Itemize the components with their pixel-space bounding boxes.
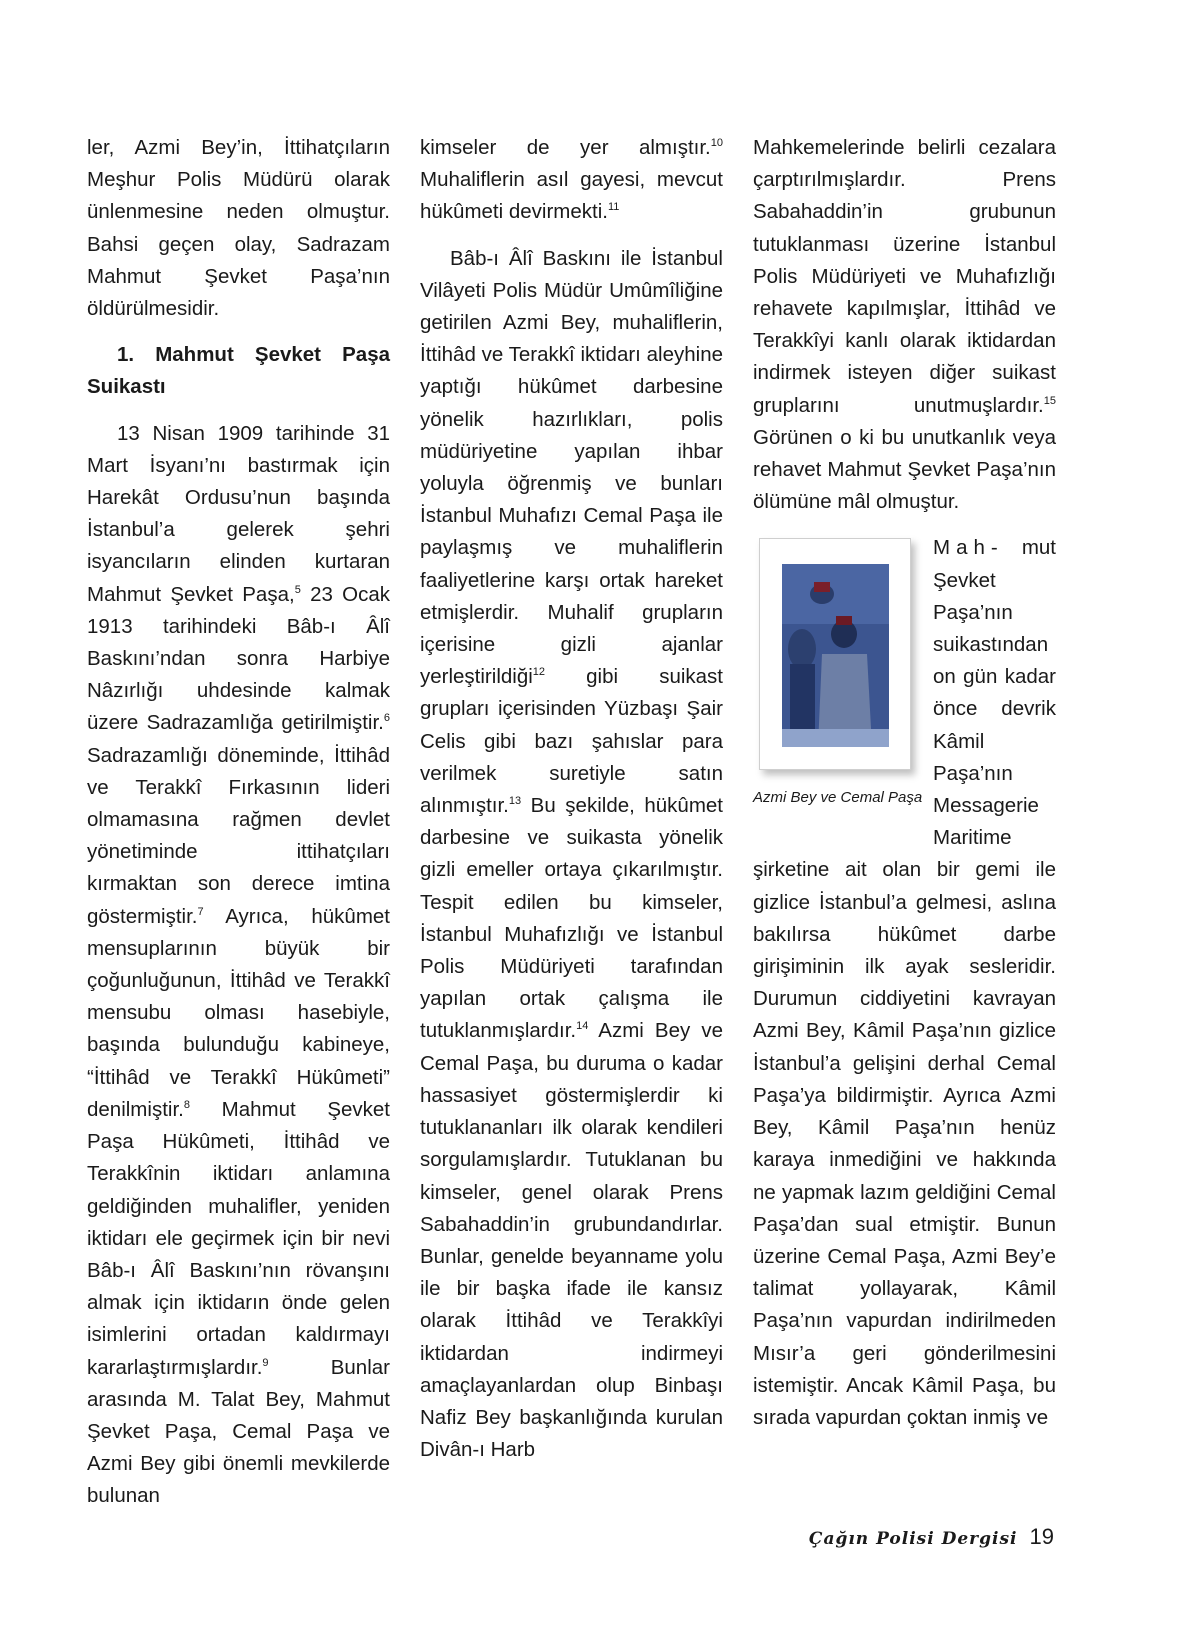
- figure: [753, 532, 925, 833]
- footnote-ref: 10: [710, 137, 723, 149]
- text: Bâb-ı Âlî Baskını ile İstanbul Vilâyeti Polis Müdür Umûmîliğine getirilen Azmi Bey, muhaliflerin, İttihâd ve Terakkî iktidarı aleyhine yaptığı hükûmet darbesine yönelik hazırlıkları, polis müdüriyetine yapılan ihbar yoluyla öğrenmiş ve bunları İstanbul Muhafızı Cemal Paşa ile paylaşmış ve muhaliflerin faaliyetlerine karşı ortak hareket etmişlerdir. Muhalif grupların içerisine gizli ajanlar yerleştirildiği: [420, 246, 723, 689]
- photo-frame: [759, 538, 911, 770]
- footnote-ref: 14: [576, 1020, 589, 1033]
- column-2: [420, 132, 723, 1466]
- text: Bu şekilde, hükûmet darbesine ve suikasta yönelik gizli emeller ortaya çıkarılmıştır. Tespit edilen bu kimseler, İstanbul Muhafızlığı ve İstanbul Polis Müdüriyeti tarafından yapılan ortak çalışma ile tutuklanmışlardır.: [420, 794, 723, 1043]
- page-footer: [809, 1524, 1054, 1550]
- text: gibi suikast grupları içerisinden Yüzbaşı Şair Celis gibi bazı şahıslar para verilmek suretiyle satın alınmıştır.: [420, 665, 723, 818]
- paragraph: [87, 418, 390, 1513]
- footnote-ref: 5: [294, 583, 301, 596]
- page-number: 19: [1029, 1524, 1054, 1549]
- footnote-ref: 8: [183, 1098, 190, 1111]
- historical-photo: [782, 564, 889, 747]
- text: Ayrıca, hükûmet mensuplarının büyük bir çoğunluğunun, İttihâd ve Terakkî mensubu olması hasebiyle, başında bulunduğu kabineye, “İttihâd ve Terakkî Hükûmeti” denilmiştir.: [87, 904, 390, 1121]
- footnote-ref: 6: [383, 712, 390, 725]
- paragraph: [87, 132, 390, 325]
- footnote-ref: 15: [1043, 394, 1056, 407]
- text: 23 Ocak 1913 tarihindeki Bâb-ı Âlî Baskını’ndan sonra Harbiye Nâzırlığı uhdesinde kalmak üzere Sadrazamlığa getirilmiştir.: [87, 582, 390, 735]
- footnote-ref: 11: [607, 201, 620, 214]
- text: Bunlar arasında M. Talat Bey, Mahmut Şevket Paşa, Cemal Paşa ve Azmi Bey gibi önemli mevkilerde bulunan: [87, 1355, 390, 1508]
- text: Sadrazamlığı döneminde, İttihâd ve Terakkî Fırkasının lideri olmamasına rağmen devlet yönetiminde ittihatçıları kırmaktan son derece imtina göstermiştir.: [87, 743, 390, 928]
- spaced-word: Mah-: [933, 536, 1004, 560]
- column-1: [87, 132, 390, 1513]
- figure-caption: Azmi Bey ve Cemal Paşa: [753, 789, 923, 807]
- footnote-ref: 9: [262, 1356, 269, 1369]
- footnote-ref: 7: [197, 905, 204, 918]
- text: ler, Azmi Bey’in, İttihatçıların Meşhur Polis Müdürü olarak ünlenmesine neden olmuştur. Bahsi geçen olay, Sadrazam Mahmut Şevket Paşa’nın öldürülmesidir.: [87, 136, 390, 321]
- journal-title: Çağın Polisi Dergisi: [808, 1529, 1018, 1549]
- paragraph: [753, 532, 1056, 1434]
- text: mut Şevket Paşa’nın suikastından on gün kadar önce devrik Kâmil Paşa’nın Messagerie Maritime şirketine ait olan bir gemi ile gizlice İstanbul’a gelmesi, aslına bakılırsa hükûmet darbe girişiminin ilk ayak sesleridir. Durumun ciddiyetini kavrayan Azmi Bey, Kâmil Paşa’nın gizlice İstanbul’a gelişini derhal Cemal Paşa’ya bildirmiştir. Ayrıca Azmi Bey, Kâmil Paşa’nın henüz karaya inmediğini ve hakkında ne yapmak lazım geldiğini Cemal Paşa’dan sual etmiştir. Bunun üzerine Cemal Paşa, Azmi Bey’e talimat yollayarak, Kâmil Paşa’nın vapurdan indirilmeden Mısır’a geri gönderilmesini istemiştir. Ancak Kâmil Paşa, bu sırada vapurdan çoktan inmiş ve: [753, 536, 1056, 1429]
- text: Azmi Bey ve Cemal Paşa, bu duruma o kadar hassasiyet göstermişlerdir ki tutuklananları ilk olarak kendileri sorgulamışlardır. Tutuklanan bu kimseler, genel olarak Prens Sabahaddin’in grubundandırlar. Bunlar, genelde beyanname yolu ile bir başka ifade ile kansız olarak İttihâd ve Terakkîyi iktidardan indirmeyi amaçlayanlardan olup Binbaşı Nafiz Bey başkanlığında kurulan Divân-ı Harb: [420, 1019, 723, 1462]
- text: Görünen o ki bu unutkanlık veya rehavet Mahmut Şevket Paşa’nın ölümüne mâl olmuştur.: [753, 425, 1056, 514]
- text: Mahmut Şevket Paşa Hükûmeti, İttihâd ve Terakkînin iktidarı anlamına geldiğinden muhalifler, yeniden iktidarı ele geçirmek için bir nevi Bâb-ı Âlî Baskını’nın rövanşını almak için iktidarın önde gelen isimlerini ortadan kaldırmayı kararlaştırmışlardır.: [87, 1097, 390, 1379]
- paragraph: [420, 243, 723, 1467]
- column-3: [753, 132, 1056, 1434]
- heading-text: 1. Mahmut Şevket Paşa Suikastı: [87, 343, 390, 399]
- text: Mahkemelerinde belirli cezalara çarptırılmışlardır. Prens Sabahaddin’in grubunun tutuklanması üzerine İstanbul Polis Müdüriyeti ve Muhafızlığı rehavete kapılmışlar, İttihâd ve Terakkîyi kanlı olarak iktidardan indirmek isteyen diğer suikast gruplarını unutmuşlardır.: [753, 136, 1056, 417]
- text: kimseler de yer almıştır.: [420, 136, 711, 159]
- section-heading: [87, 339, 390, 403]
- footnote-ref: 12: [532, 666, 546, 679]
- text: Muhaliflerin asıl gayesi, mevcut hükûmeti devirmekti.: [420, 168, 723, 224]
- footnote-ref: 13: [508, 795, 522, 808]
- text: 13 Nisan 1909 tarihinde 31 Mart İsyanı’nı bastırmak için Harekât Ordusu’nun başında İstanbul’a gelerek şehri isyancıların elinden kurtaran Mahmut Şevket Paşa,: [87, 421, 390, 606]
- paragraph: [420, 132, 723, 229]
- paragraph: [753, 132, 1056, 518]
